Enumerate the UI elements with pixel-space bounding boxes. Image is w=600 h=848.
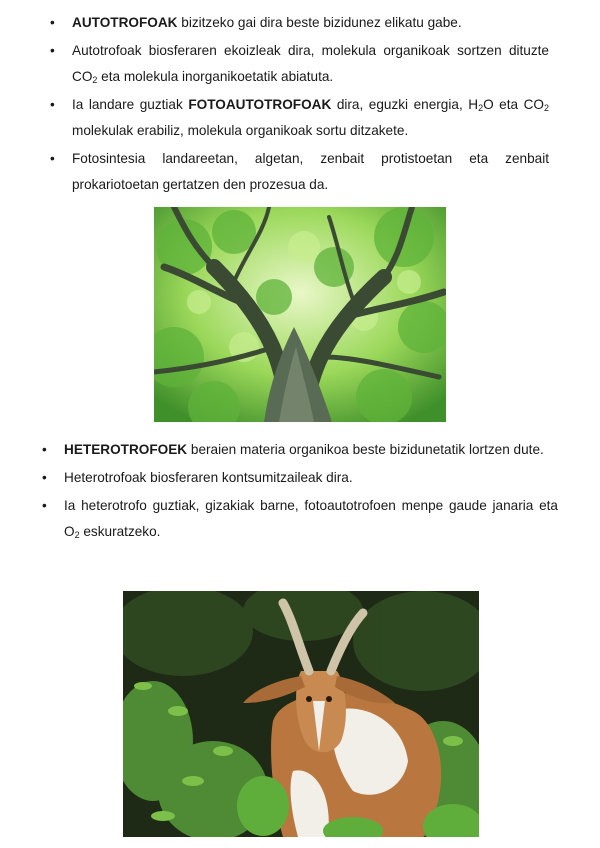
subscript: 2 xyxy=(92,75,98,85)
list-item-text: Fotosintesia landareetan, algetan, zenbait protistoetan eta zenbait prokariotoetan gertatzen den prozesua da. xyxy=(72,151,549,192)
list-item-text: eskuratzeko. xyxy=(79,524,161,539)
list-item-text: dira, eguzki energia, H xyxy=(331,97,479,112)
subscript: 2 xyxy=(478,103,484,113)
tree-photo xyxy=(154,207,446,422)
heterotroph-list xyxy=(64,437,558,547)
subscript: 2 xyxy=(543,103,549,113)
list-item xyxy=(64,437,558,463)
list-item xyxy=(72,38,549,90)
term-autotrofoak: AUTOTROFOAK xyxy=(72,15,178,30)
goat-photo xyxy=(123,591,479,837)
goat-illustration xyxy=(123,591,479,837)
list-item-text: beraien materia organikoa beste bizidunetatik lortzen dute. xyxy=(187,442,544,457)
term-fotoautotrofoak: FOTOAUTOTROFOAK xyxy=(188,97,332,112)
list-item-text: Autotrofoak biosferaren ekoizleak dira, molekula organikoak sortzen dituzte CO xyxy=(72,43,549,84)
autotroph-list xyxy=(72,10,549,200)
tree-illustration xyxy=(154,207,446,422)
list-item-text: bizitzeko gai dira beste bizidunez elikatu gabe. xyxy=(177,15,462,30)
list-item-text: Ia heterotrofo guztiak, gizakiak barne, fotoautotrofoen menpe gaude janaria eta O xyxy=(64,498,558,539)
list-item xyxy=(64,465,558,491)
list-item xyxy=(64,493,558,545)
list-item xyxy=(72,92,549,144)
term-heterotrofoek: HETEROTROFOEK xyxy=(64,442,188,457)
list-item-text: Ia landare guztiak xyxy=(72,97,189,112)
list-item xyxy=(72,146,549,198)
list-item xyxy=(72,10,549,36)
list-item-text: O eta CO xyxy=(483,97,544,112)
list-item-text: molekulak erabiliz, molekula organikoak sortu ditzakete. xyxy=(72,123,409,138)
list-item-text: Heterotrofoak biosferaren kontsumitzaileak dira. xyxy=(64,470,353,485)
subscript: 2 xyxy=(74,530,80,540)
list-item-text: eta molekula inorganikoetatik abiatuta. xyxy=(97,69,334,84)
